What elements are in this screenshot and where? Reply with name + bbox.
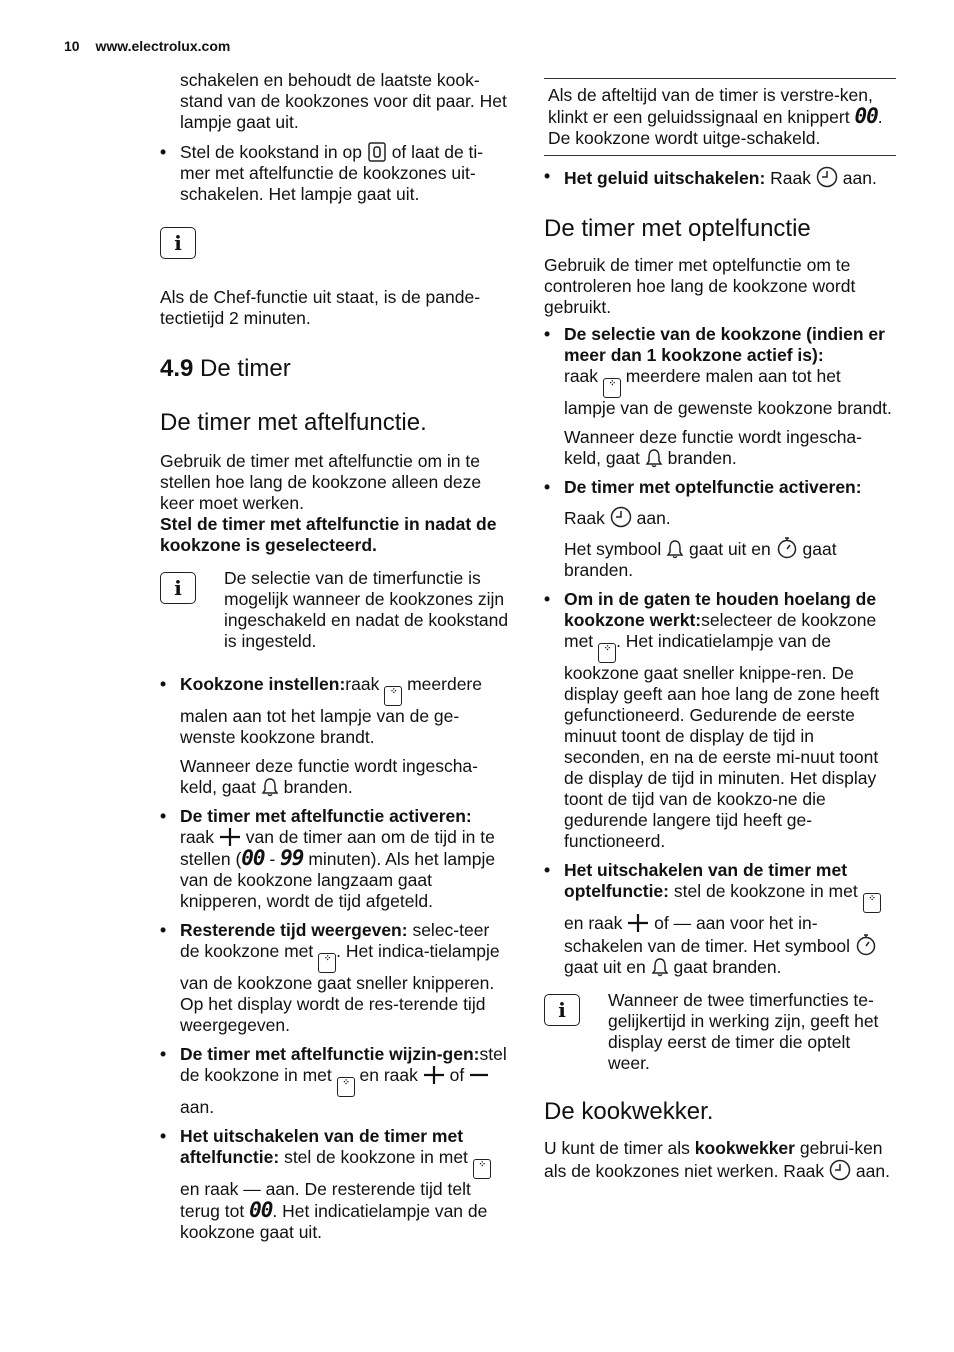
zone-select-icon: ⁘ <box>863 893 881 913</box>
clock-icon <box>610 506 632 528</box>
display-00: 00 <box>249 1198 273 1222</box>
page-number: 10 <box>64 38 80 54</box>
count-down-intro-bold: Stel de timer met aftelfunctie in nadat de kookzone is geselecteerd. <box>160 514 497 555</box>
zone-select-icon: ⁘ <box>318 953 336 973</box>
bell-icon <box>651 957 669 977</box>
count-up-intro: Gebruik de timer met optelfunctie om te controleren hoe lang de kookzone wordt gebruikt. <box>544 255 856 317</box>
list-item: • Het uitschakelen van de timer met optelfunctie: stel de kookzone in met ⁘ en raak of — aan voor het in-schakelen van de timer. Het symbool gaat uit en gaat branden. <box>544 860 896 978</box>
list-item: • De timer met aftelfunctie activeren: raak van de timer aan om de tijd in te stellen (00 - 99 minuten). Als het lampje van de kookzone langzaam gaat knipperen, wordt de tijd afgeteld. <box>160 806 512 912</box>
plus-icon <box>219 827 241 847</box>
zone-select-icon: ⁘ <box>337 1077 355 1097</box>
plus-icon <box>627 913 649 933</box>
section-heading: 4.9 De timer <box>160 355 291 382</box>
list-item-note: Raak aan. <box>564 508 671 528</box>
list-item: • De selectie van de kookzone (indien er meer dan 1 kookzone actief is): raak ⁘ meerdere malen aan tot het lampje van de gewenste kookzone brandt. <box>544 324 896 419</box>
info-icon: i <box>160 227 196 259</box>
info-note-chef <box>160 227 512 259</box>
timer-expired-box: Als de afteltijd van de timer is verstre-ken, klinkt er een geluidssignaal en knippert 00. De kookzone wordt uitge-schakeld. <box>544 78 896 156</box>
zone-select-icon: ⁘ <box>384 686 402 706</box>
list-item-note: Wanneer deze functie wordt ingescha-keld, gaat branden. <box>180 756 478 797</box>
list-item: • Stel de kookstand in op of laat de ti-mer met aftelfunctie de kookzones uit-schakelen. Het lampje gaat uit. <box>160 142 512 205</box>
continued-paragraph: schakelen en behoudt de laatste kook-stand van de kookzones voor dit paar. Het lampje gaat uit. <box>180 70 507 132</box>
subsection-heading-count-down: De timer met aftelfunctie. <box>160 409 427 436</box>
minute-minder-text: U kunt de timer als kookwekker gebrui-ken als de kookzones niet werken. Raak aan. <box>544 1138 890 1181</box>
plus-icon <box>423 1065 445 1085</box>
display-00: 00 <box>854 104 878 128</box>
info-note-two-timers <box>544 990 896 1074</box>
count-down-intro: Gebruik de timer met aftelfunctie om in te stellen hoe lang de kookzone alleen deze keer moet werken. <box>160 451 482 513</box>
info-note-text: De selectie van de timerfunctie is mogelijk wanneer de kookzones zijn ingeschakeld en nadat de kookstand is ingesteld. <box>224 568 509 651</box>
zone-select-icon: ⁘ <box>473 1159 491 1179</box>
zero-key-icon <box>367 142 387 162</box>
list-item: • Het geluid uitschakelen: Raak aan. <box>544 166 896 189</box>
left-column <box>160 70 512 1243</box>
list-item: • De timer met optelfunctie activeren: <box>544 477 896 498</box>
stopwatch-icon <box>776 537 798 559</box>
clock-icon <box>816 166 838 188</box>
info-icon: i <box>160 572 196 604</box>
clock-icon <box>829 1159 851 1181</box>
zone-select-icon: ⁘ <box>598 643 616 663</box>
display-00: 00 <box>241 846 265 870</box>
list-item: • De timer met aftelfunctie wijzin-gen:stel de kookzone in met ⁘ en raak of aan. <box>160 1044 512 1118</box>
info-icon: i <box>544 994 580 1026</box>
minus-icon <box>469 1065 489 1085</box>
display-99: 99 <box>280 846 304 870</box>
list-item-note: Wanneer deze functie wordt ingescha-keld, gaat branden. <box>564 427 862 468</box>
list-item: • Kookzone instellen:raak ⁘ meerdere malen aan tot het lampje van de ge-wenste kookzone brandt. <box>160 674 512 748</box>
right-column <box>544 78 896 1182</box>
zone-select-icon: ⁘ <box>603 378 621 398</box>
list-item: • Om in de gaten te houden hoelang de kookzone werkt:selecteer de kookzone met ⁘ . Het indicatielampje van de kookzone gaat sneller knippe-ren. De display geeft aan hoe lang de zone heeft gefunctioneerd. Gedurende de eerste minuut toont de display de tijd in seconden, en na de eerste mi-nuut toont de display de tijd in minuten. Het display toont de tijd van de kookzo-ne die gedurende langere tijd heeft ge-functioneerd. <box>544 589 896 852</box>
bell-icon <box>261 777 279 797</box>
subsection-heading-count-up: De timer met optelfunctie <box>544 215 811 242</box>
list-item: • Het uitschakelen van de timer met aftelfunctie: stel de kookzone in met ⁘ en raak — aan. De resterende tijd telt terug tot 00. Het indicatielampje van de kookzone gaat uit. <box>160 1126 512 1243</box>
page-header <box>64 38 230 54</box>
bell-icon <box>645 448 663 468</box>
info-note-selection <box>160 568 512 652</box>
site-url: www.electrolux.com <box>95 38 231 54</box>
info-note-text: Wanneer de twee timerfuncties te-gelijkertijd in werking zijn, geeft het display eerst de timer die optelt weer. <box>608 990 879 1073</box>
list-item: • Resterende tijd weergeven: selec-teer de kookzone met ⁘ . Het indica-tielampje van de kookzone gaat sneller knipperen. Op het display wordt de res-terende tijd weergegeven. <box>160 920 512 1036</box>
list-item-note: Het symbool gaat uit en gaat branden. <box>564 539 837 580</box>
bell-icon <box>666 539 684 559</box>
subsection-heading-minute-minder: De kookwekker. <box>544 1098 714 1125</box>
stopwatch-icon <box>855 934 877 956</box>
chef-note-text: Als de Chef-functie uit staat, is de pande-tectietijd 2 minuten. <box>160 287 481 328</box>
